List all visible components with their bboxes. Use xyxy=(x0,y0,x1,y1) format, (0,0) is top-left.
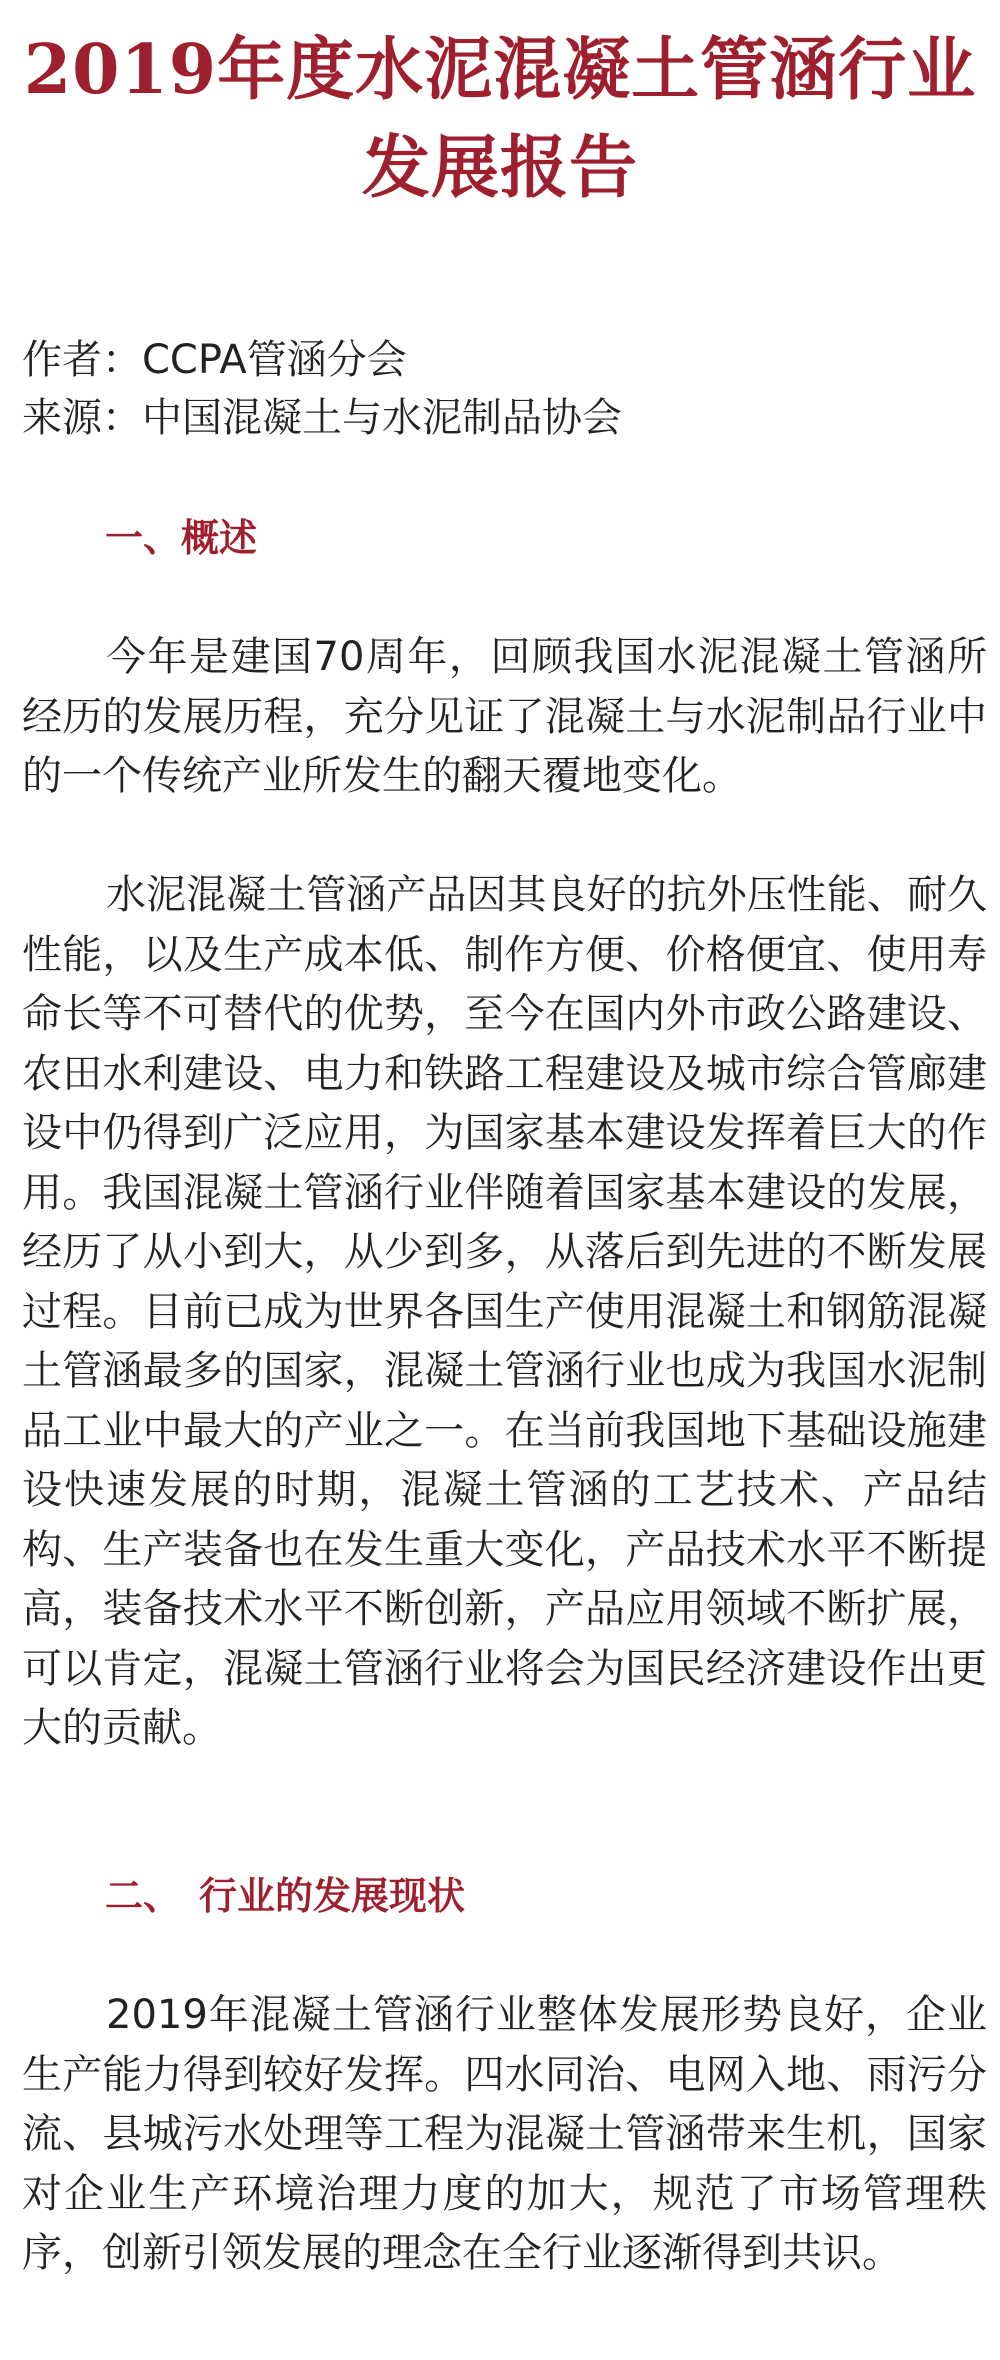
section-heading-overview xyxy=(105,508,257,568)
section-number: 二、 xyxy=(105,1874,182,1918)
paragraph: 2019年混凝土管涵行业整体发展形势良好，企业生产能力得到较好发挥。四水同治、电网入地、雨污分流、县城污水处理等工程为混凝土管涵带来生机，国家对企业生产环境治理力度的加大，规范了市场管理秩序，创新引领发展的理念在全行业逐渐得到共识。 xyxy=(22,1992,987,2276)
paragraph: 水泥混凝土管涵产品因其良好的抗外压性能、耐久性能，以及生产成本低、制作方便、价格便宜、使用寿命长等不可替代的优势，至今在国内外市政公路建设、农田水利建设、电力和铁路工程建设及城市综合管廊建设中仍得到广泛应用，为国家基本建设发挥着巨大的作用。我国混凝土管涵行业伴随着国家基本建设的发展，经历了从小到大，从少到多，从落后到先进的不断发展过程。目前已成为世界各国生产使用混凝土和钢筋混凝土管涵最多的国家，混凝土管涵行业也成为我国水泥制品工业中最大的产业之一。在当前我国地下基础设施建设快速发展的时期，混凝土管涵的工艺技术、产品结构、生产装备也在发生重大变化，产品技术水平不断提高，装备技术水平不断创新，产品应用领域不断扩展，可以肯定，混凝土管涵行业将会为国民经济建设作出更大的贡献。 xyxy=(22,872,987,1751)
source-label: 来源： xyxy=(22,395,142,441)
article-title-line-2: 发展报告 xyxy=(361,128,638,208)
section-heading-status xyxy=(105,1866,465,1926)
section-number: 一、 xyxy=(105,516,182,560)
article-title-line-1: 2019年度水泥混凝土管涵行业 xyxy=(23,30,977,110)
paragraph: 今年是建国70周年，回顾我国水泥混凝土管涵所经历的发展历程，充分见证了混凝土与水泥制品行业中的一个传统产业所发生的翻天覆地变化。 xyxy=(22,634,987,799)
section-title: 行业的发展现状 xyxy=(199,1874,466,1918)
source-name: 中国混凝土与水泥制品协会 xyxy=(142,395,622,441)
section-title: 概述 xyxy=(181,516,258,560)
author-line xyxy=(22,330,407,390)
author-label: 作者： xyxy=(22,337,142,383)
author-name: CCPA管涵分会 xyxy=(142,337,407,383)
source-line xyxy=(22,388,622,448)
